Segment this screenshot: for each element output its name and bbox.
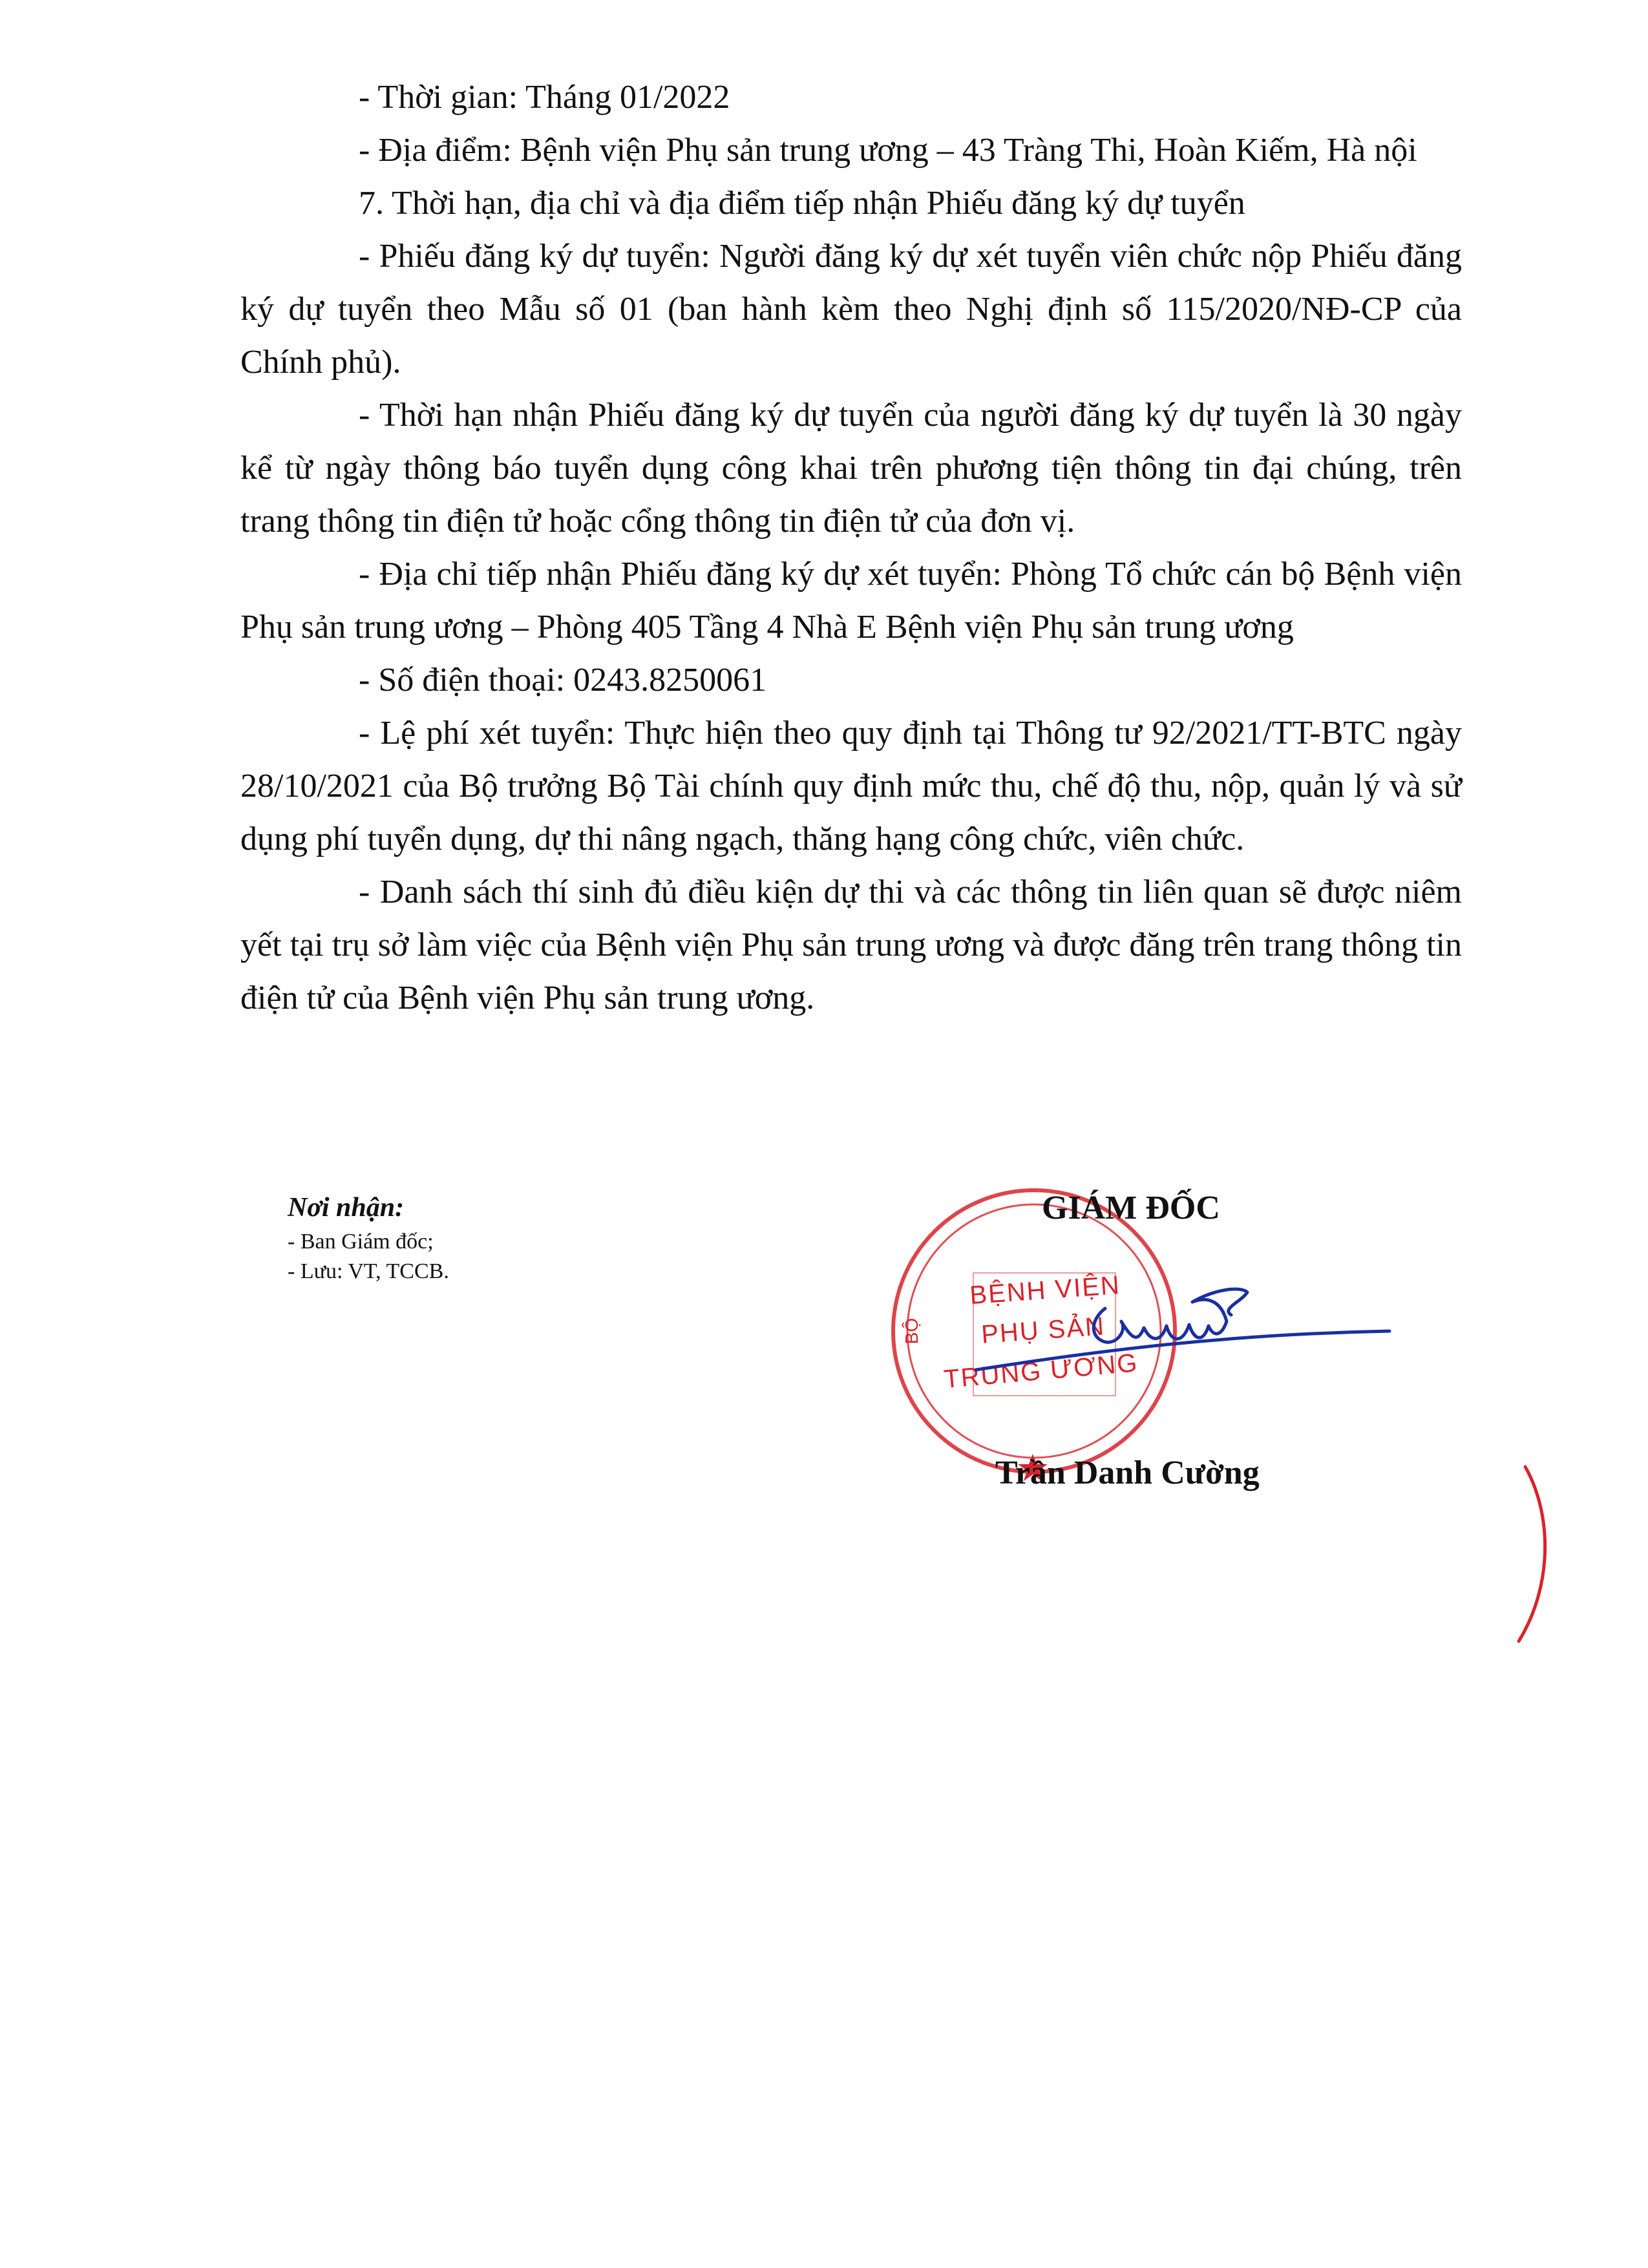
paragraph-time: - Thời gian: Tháng 01/2022 <box>359 79 730 116</box>
signer-title: GIÁM ĐỐC <box>1042 1190 1220 1226</box>
signer-name: Trần Danh Cường <box>995 1454 1260 1491</box>
paragraph-fee: - Lệ phí xét tuyển: Thực hiện theo quy định tại Thông tư 92/2021/TT-BTC ngày 28/10/2021 của Bộ trưởng Bộ Tài chính quy định mức thu, chế độ thu, nộp, quản lý và sử dụng phí tuyển dụng, dự thi nâng ngạch, thăng hạng công chức, viên chức. <box>240 715 1462 857</box>
stamp-text-line1: BỆNH VIỆN <box>969 1270 1122 1310</box>
recipients-title: Nơi nhận: <box>288 1193 405 1223</box>
stamp-side-text: BỘ <box>902 1318 922 1345</box>
paragraph-candidate-list: - Danh sách thí sinh đủ điều kiện dự thi và các thông tin liên quan sẽ được niêm yết tại trụ sở làm việc của Bệnh viện Phụ sản trung ương và được đăng trên trang thông tin điện tử của Bệnh viện Phụ sản trung ương. <box>240 874 1462 1016</box>
red-seal-edge-mark <box>1512 1460 1564 1648</box>
stamp-text-line2: PHỤ SẢN <box>980 1312 1106 1349</box>
paragraph-registration-form: - Phiếu đăng ký dự tuyển: Người đăng ký dự xét tuyển viên chức nộp Phiếu đăng ký dự tuyển theo Mẫu số 01 (ban hành kèm theo Nghị định số 115/2020/NĐ-CP của Chính phủ). <box>240 238 1462 381</box>
paragraph-phone: - Số điện thoại: 0243.8250061 <box>359 662 767 698</box>
recipient-item: - Ban Giám đốc; <box>288 1230 434 1254</box>
paragraph-deadline: - Thời hạn nhận Phiếu đăng ký dự tuyển của người đăng ký dự tuyển là 30 ngày kể từ ngày thông báo tuyển dụng công khai trên phương tiện thông tin đại chúng, trên trang thông tin điện tử hoặc cổng thông tin điện tử của đơn vị. <box>240 397 1462 540</box>
paragraph-address: - Địa chỉ tiếp nhận Phiếu đăng ký dự xét tuyển: Phòng Tổ chức cán bộ Bệnh viện Phụ sản trung ương – Phòng 405 Tầng 4 Nhà E Bệnh viện Phụ sản trung ương <box>240 556 1462 646</box>
paragraph-location: - Địa điểm: Bệnh viện Phụ sản trung ương – 43 Tràng Thi, Hoàn Kiếm, Hà nội <box>359 132 1417 169</box>
handwritten-signature <box>937 1254 1402 1422</box>
recipient-item: - Lưu: VT, TCCB. <box>288 1259 449 1283</box>
document-body <box>240 71 1462 1025</box>
recipients-block <box>288 1192 449 1286</box>
stamp-text-line3: TRUNG ƯƠNG <box>942 1348 1140 1394</box>
section-7-heading: 7. Thời hạn, địa chỉ và địa điểm tiếp nhận Phiếu đăng ký dự tuyển <box>359 185 1245 222</box>
